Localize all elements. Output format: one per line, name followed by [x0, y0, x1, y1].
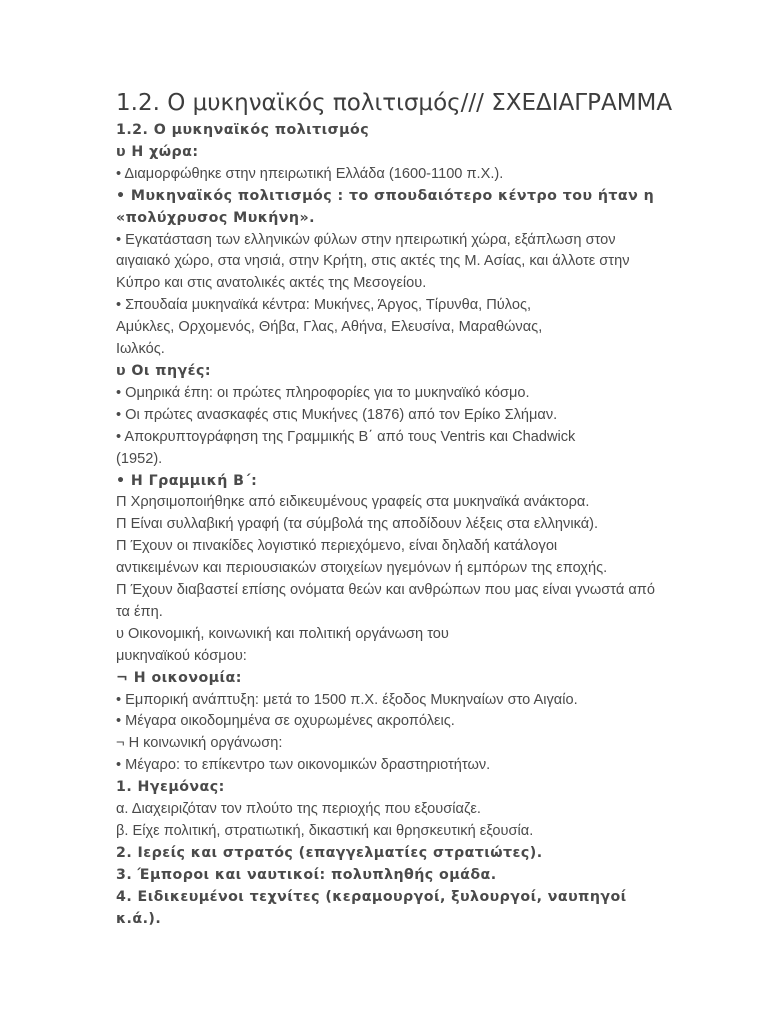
text-line: α. Διαχειριζόταν τον πλούτο της περιοχής που εξουσίαζε.	[116, 801, 481, 818]
text-line: Ιωλκός.	[116, 341, 165, 358]
text-line: • Σπουδαία μυκηναϊκά κέντρα: Μυκήνες, Άργος, Τίρυνθα, Πύλος,	[116, 297, 532, 314]
text-line: • Ομηρικά έπη: οι πρώτες πληροφορίες για το μυκηναϊκό κόσμο.	[116, 384, 530, 401]
heading-line: υ Η χώρα:	[116, 143, 199, 160]
text-line: υ Οικονομική, κοινωνική και πολιτική οργάνωση του	[116, 625, 449, 642]
document-title: 1.2. Ο μυκηναϊκός πολιτισμός/// ΣΧΕΔΙΑΓΡΑΜΜΑ	[116, 90, 673, 116]
document-body	[116, 120, 701, 931]
text-line: Αμύκλες, Ορχομενός, Θήβα, Γλας, Αθήνα, Ελευσίνα, Μαραθώνας,	[116, 319, 543, 336]
heading-line: ¬ Η οικονομία:	[116, 669, 242, 686]
text-line: Π Έχουν οι πινακίδες λογιστικό περιεχόμενο, είναι δηλαδή κατάλογοι	[116, 538, 558, 555]
text-line: ¬ Η κοινωνική οργάνωση:	[116, 735, 283, 752]
heading-line: υ Οι πηγές:	[116, 362, 211, 379]
heading-line: 1. Ηγεμόνας:	[116, 779, 225, 796]
text-line: Π Είναι συλλαβική γραφή (τα σύμβολά της αποδίδουν λέξεις στα ελληνικά).	[116, 516, 599, 533]
heading-line: κ.ά.).	[116, 910, 162, 927]
heading-line: «πολύχρυσος Μυκήνη».	[116, 209, 315, 226]
text-line: • Εγκατάσταση των ελληνικών φύλων στην ηπειρωτική χώρα, εξάπλωση στον	[116, 231, 616, 248]
text-line: τα έπη.	[116, 603, 163, 620]
text-line: αιγαιακό χώρο, στα νησιά, στην Κρήτη, στις ακτές της Μ. Ασίας, και άλλοτε στην	[116, 253, 630, 270]
document-page	[116, 88, 701, 931]
heading-line: 4. Ειδικευμένοι τεχνίτες (κεραμουργοί, ξυλουργοί, ναυπηγοί	[116, 888, 627, 905]
heading-line: • Μυκηναϊκός πολιτισμός : το σπουδαιότερο κέντρο του ήταν η	[116, 187, 655, 204]
heading-line: 2. Ιερείς και στρατός (επαγγελματίες στρατιώτες).	[116, 844, 543, 861]
text-line: μυκηναϊκού κόσμου:	[116, 647, 247, 664]
text-line: • Μέγαρο: το επίκεντρο των οικονομικών δραστηριοτήτων.	[116, 757, 491, 774]
text-line: (1952).	[116, 450, 163, 467]
text-line: • Διαμορφώθηκε στην ηπειρωτική Ελλάδα (1600-1100 π.Χ.).	[116, 165, 504, 182]
text-line: β. Είχε πολιτική, στρατιωτική, δικαστική και θρησκευτική εξουσία.	[116, 823, 534, 839]
text-line: Κύπρο και στις ανατολικές ακτές της Μεσογείου.	[116, 275, 427, 292]
text-line: • Αποκρυπτογράφηση της Γραμμικής Β΄ από τους Ventris και Chadwick	[116, 428, 576, 445]
text-line: Π Έχουν διαβαστεί επίσης ονόματα θεών και ανθρώπων που μας είναι γνωστά από	[116, 582, 655, 599]
text-line: • Μέγαρα οικοδομημένα σε οχυρωμένες ακροπόλεις.	[116, 713, 455, 730]
heading-line: 3. Έμποροι και ναυτικοί: πολυπληθής ομάδα.	[116, 866, 497, 883]
heading-line: 1.2. Ο μυκηναϊκός πολιτισμός	[116, 122, 370, 138]
heading-line: • Η Γραμμική Β΄:	[116, 472, 258, 489]
text-line: Π Χρησιμοποιήθηκε από ειδικευμένους γραφείς στα μυκηναϊκά ανάκτορα.	[116, 494, 590, 511]
text-line: • Εμπορική ανάπτυξη: μετά το 1500 π.Χ. έξοδος Μυκηναίων στο Αιγαίο.	[116, 691, 578, 708]
text-line: • Οι πρώτες ανασκαφές στις Μυκήνες (1876) από τον Ερίκο Σλήμαν.	[116, 406, 558, 423]
text-line: αντικειμένων και περιουσιακών στοιχείων ηγεμόνων ή εμπόρων της εποχής.	[116, 560, 608, 577]
